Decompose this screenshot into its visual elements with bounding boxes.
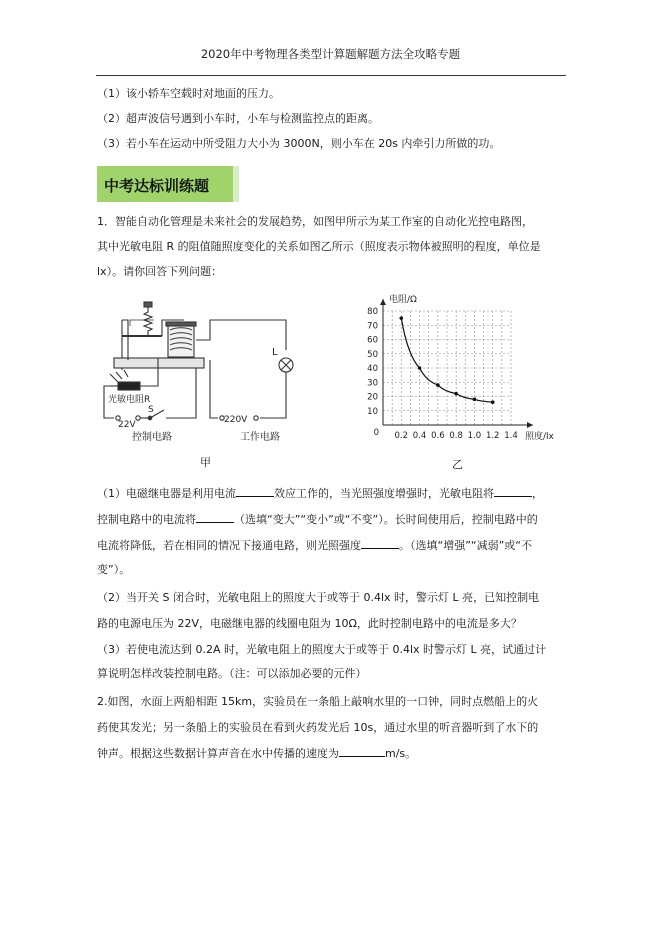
q1-sub3-line-2: 算说明怎样改装控制电路。（注：可以添加必要的元件） <box>97 667 367 680</box>
control-voltage-label: 22V <box>118 420 136 430</box>
y-tick-label: 50 <box>367 349 378 360</box>
data-point <box>418 366 422 370</box>
graph-caption: 乙 <box>452 458 463 471</box>
y-tick-label: 10 <box>367 406 378 417</box>
q1-sub1-line-2 <box>97 508 565 532</box>
y-tick-label: 30 <box>367 378 378 389</box>
prev-question-2: （2）超声波信号遇到小车时，小车与检测监控点的距离。 <box>97 112 379 125</box>
y-axis-arrow <box>380 299 386 305</box>
q1-sub3-line-1: （3）若使电流达到 0.2A 时，光敏电阻上的照度大于或等于 0.4lx 时警示灯 L 亮，试通过计 <box>97 643 547 656</box>
circuit-diagram <box>100 300 300 450</box>
y-tick-label: 60 <box>367 335 378 346</box>
photoresistor-symbol <box>118 382 140 390</box>
q1-intro-line-1: 1．智能自动化管理是未来社会的发展趋势，如图甲所示为某工作室的自动化光控电路图， <box>97 215 533 228</box>
y-tick-label: 20 <box>367 392 378 403</box>
work-circuit-label: 工作电路 <box>240 432 280 443</box>
section-banner-accent <box>233 166 239 202</box>
q1-sub1-text-d: 控制电路中的电流将 <box>97 513 196 526</box>
x-tick-label: 1.0 <box>467 431 482 441</box>
answer-blank-1[interactable] <box>236 484 274 497</box>
q1-sub1-text-c: ， <box>532 487 543 500</box>
q1-sub1-line-1 <box>97 482 565 506</box>
work-voltage-label: 220V <box>224 415 248 425</box>
q1-sub2-line-2: 路的电源电压为 22V，电磁继电器的线圈电阻为 10Ω，此时控制电路中的电流是多大？ <box>97 617 522 630</box>
q1-intro-line-3: lx）。请你回答下列问题： <box>97 265 223 278</box>
switch-label: S <box>148 405 154 415</box>
circuit-caption: 甲 <box>200 456 211 469</box>
page-header: 2020年中考物理各类型计算题解题方法全攻略专题 <box>200 47 461 61</box>
prev-question-1: （1）该小轿车空载时对地面的压力。 <box>97 87 280 100</box>
q2-line-1: 2.如图，水面上两船相距 15km，实验员在一条船上敲响水里的一口钟，同时点燃船上的火 <box>97 695 539 708</box>
data-point <box>436 383 440 387</box>
x-axis-label: 照度/lx <box>525 432 554 442</box>
section-banner-label: 中考达标训练题 <box>104 177 210 195</box>
y-tick-label: 40 <box>367 364 378 374</box>
x-tick-label: 0.2 <box>394 431 409 441</box>
prev-question-3: （3）若小车在运动中所受阻力大小为 3000N，则小车在 20s 内牵引力所做的功。 <box>97 137 501 150</box>
q1-sub1-line-4: 变”）。 <box>97 563 131 576</box>
answer-blank-5[interactable] <box>339 744 385 757</box>
q1-sub1-text-e: （选填“变大”“变小”或“不变”）。长时间使用后，控制电路中的 <box>234 513 538 526</box>
spring <box>144 306 152 336</box>
q1-sub1-line-3 <box>97 534 565 558</box>
x-axis-arrow <box>527 422 533 428</box>
y-tick-label: 70 <box>367 321 378 332</box>
answer-blank-3[interactable] <box>196 510 234 523</box>
q2-line-2: 药使其发光；另一条船上的实验员在看到火药发光后 10s，通过水里的听音器听到了水下的 <box>97 721 539 734</box>
q1-sub1-text-a: （1）电磁继电器是利用电流 <box>97 487 236 500</box>
data-point <box>454 392 458 396</box>
control-circuit-label: 控制电路 <box>132 432 172 443</box>
q2-line-3 <box>97 742 565 766</box>
q2-text-b: m/s。 <box>385 747 417 760</box>
q1-sub1-text-g: 。（选填“增强”“减弱”或“不 <box>399 539 532 552</box>
x-tick-label: 1.2 <box>485 431 500 441</box>
origin-label: 0 <box>373 428 379 438</box>
header-divider <box>96 75 566 76</box>
data-point <box>491 400 495 404</box>
answer-blank-2[interactable] <box>494 484 532 497</box>
data-point <box>399 316 403 320</box>
x-tick-label: 0.6 <box>431 431 445 441</box>
lamp-label: L <box>272 347 278 358</box>
q2-text-a: 钟声。根据这些数据计算声音在水中传播的速度为 <box>97 747 339 760</box>
q1-sub1-text-b: 效应工作的，当光照强度增强时，光敏电阻将 <box>274 487 494 500</box>
x-tick-label: 0.8 <box>449 431 463 441</box>
x-tick-label: 1.4 <box>504 431 518 441</box>
data-point <box>473 398 477 402</box>
magnet-top-plate <box>166 322 196 326</box>
spring-mount <box>144 302 152 307</box>
electromagnet-core <box>168 325 194 357</box>
resistance-illuminance-graph <box>345 292 575 457</box>
q1-intro-line-2: 其中光敏电阻 R 的阻值随照度变化的关系如图乙所示（照度表示物体被照明的程度，单位是 <box>97 240 541 253</box>
photoresistor-label: 光敏电阻R <box>108 395 151 405</box>
x-tick-label: 0.4 <box>412 431 427 441</box>
answer-blank-4[interactable] <box>361 536 399 549</box>
y-tick-label: 80 <box>367 307 378 317</box>
q1-sub1-text-f: 电流将降低，若在相同的情况下接通电路，则光照强度 <box>97 539 361 552</box>
y-axis-label: 电阻/Ω <box>389 295 417 305</box>
q1-sub2-line-1: （2）当开关 S 闭合时，光敏电阻上的照度大于或等于 0.4lx 时，警示灯 L 亮，已知控制电 <box>97 591 540 604</box>
